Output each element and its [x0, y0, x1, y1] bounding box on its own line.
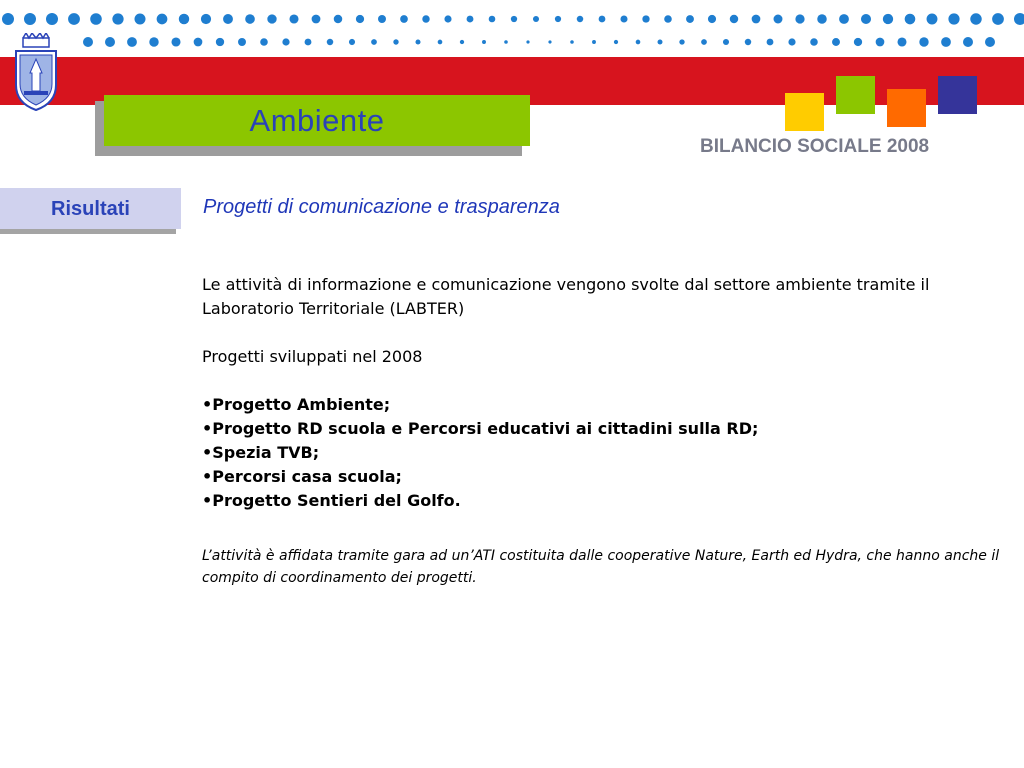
dot: [679, 39, 684, 44]
list-item: • Percorsi casa scuola;: [202, 465, 1017, 489]
dot: [686, 15, 694, 23]
side-tab-risultati: Risultati: [0, 188, 181, 229]
dot: [245, 14, 255, 24]
dot: [948, 13, 959, 24]
dot: [179, 14, 189, 24]
dot: [127, 37, 137, 47]
dot: [854, 38, 862, 46]
dot: [570, 40, 574, 44]
dot: [68, 13, 80, 25]
dot-pattern-banner: [0, 0, 1024, 56]
dot: [223, 14, 233, 24]
dot: [460, 40, 464, 44]
content-body: [202, 273, 1017, 589]
dot: [305, 39, 312, 46]
dot: [112, 13, 123, 24]
dot: [135, 14, 146, 25]
dot: [577, 16, 584, 23]
dot: [548, 40, 551, 43]
dot: [708, 15, 716, 23]
list-item: • Progetto Sentieri del Golfo.: [202, 489, 1017, 513]
dot: [905, 14, 916, 25]
dot: [839, 14, 849, 24]
dot: [267, 14, 276, 23]
dot: [504, 40, 508, 44]
dot: [415, 39, 420, 44]
dot: [312, 15, 321, 24]
dot: [1014, 13, 1024, 25]
dot: [723, 39, 729, 45]
dot: [555, 16, 561, 22]
list-item: • Progetto Ambiente;: [202, 393, 1017, 417]
dot: [349, 39, 355, 45]
dot: [216, 38, 224, 46]
dot: [810, 38, 818, 46]
dot: [201, 14, 211, 24]
dot: [861, 14, 871, 24]
dot: [919, 37, 928, 46]
dot: [664, 15, 672, 23]
dot: [636, 40, 641, 45]
dot: [788, 38, 795, 45]
dot: [327, 39, 334, 46]
list-item: • Spezia TVB;: [202, 441, 1017, 465]
dot: [378, 15, 386, 23]
dot: [992, 13, 1004, 25]
note-paragraph: L’attività è affidata tramite gara ad un’ATI costituita dalle cooperative Nature, Earth ed Hydra, che hanno anche il compito di coordinamento dei progetti.: [202, 548, 1000, 586]
dot: [371, 39, 377, 45]
dot: [356, 15, 364, 23]
orange-square: [887, 89, 926, 127]
dot: [795, 14, 804, 23]
dot: [752, 15, 761, 24]
dot: [767, 39, 774, 46]
dot: [658, 40, 663, 45]
dot: [817, 14, 827, 24]
green-square: [836, 76, 875, 114]
dot: [592, 40, 596, 44]
dot: [90, 13, 102, 25]
dot: [105, 37, 115, 47]
dot: [642, 15, 649, 22]
dot: [730, 15, 738, 23]
dot: [701, 39, 707, 45]
dot: [941, 37, 951, 47]
navy-square: [938, 76, 977, 114]
yellow-square: [785, 93, 824, 131]
dot: [46, 13, 58, 25]
dot: [482, 40, 486, 44]
dot: [774, 15, 783, 24]
page-subtitle: Progetti di comunicazione e trasparenza: [203, 196, 560, 218]
dot: [970, 13, 981, 24]
dot: [2, 13, 14, 25]
dot: [526, 40, 529, 43]
dot: [400, 15, 408, 23]
dot: [393, 39, 398, 44]
dot: [897, 37, 906, 46]
dot: [289, 14, 298, 23]
projects-heading: Progetti sviluppati nel 2008: [202, 347, 423, 366]
dot: [832, 38, 840, 46]
dot: [24, 13, 36, 25]
dot: [745, 39, 751, 45]
dot: [282, 38, 289, 45]
dot: [149, 37, 158, 46]
dot: [83, 37, 93, 47]
dot: [985, 37, 995, 47]
dot: [467, 16, 474, 23]
list-item: • Progetto RD scuola e Percorsi educativi ai cittadini sulla RD;: [202, 417, 1017, 441]
dot: [599, 16, 606, 23]
dot: [157, 14, 168, 25]
dot: [260, 38, 268, 46]
dot: [334, 15, 343, 24]
dot: [533, 16, 539, 22]
intro-paragraph: Le attività di informazione e comunicazione vengono svolte dal settore ambiente tramite il Laboratorio Territoriale (LABTER): [202, 275, 930, 318]
dot: [171, 37, 180, 46]
dot: [422, 15, 429, 22]
section-title-tab: Ambiente: [104, 95, 530, 146]
municipal-crest-logo: [10, 33, 62, 113]
dot: [876, 38, 885, 47]
dot: [194, 38, 203, 47]
dot: [614, 40, 618, 44]
dot: [438, 40, 443, 45]
dot: [927, 14, 938, 25]
dot: [883, 14, 893, 24]
dot: [489, 16, 496, 23]
dot: [511, 16, 517, 22]
report-title: BILANCIO SOCIALE 2008: [700, 136, 930, 157]
dot: [620, 15, 627, 22]
dot: [963, 37, 973, 47]
projects-list: [202, 393, 1017, 513]
dot: [444, 15, 451, 22]
dot: [238, 38, 246, 46]
